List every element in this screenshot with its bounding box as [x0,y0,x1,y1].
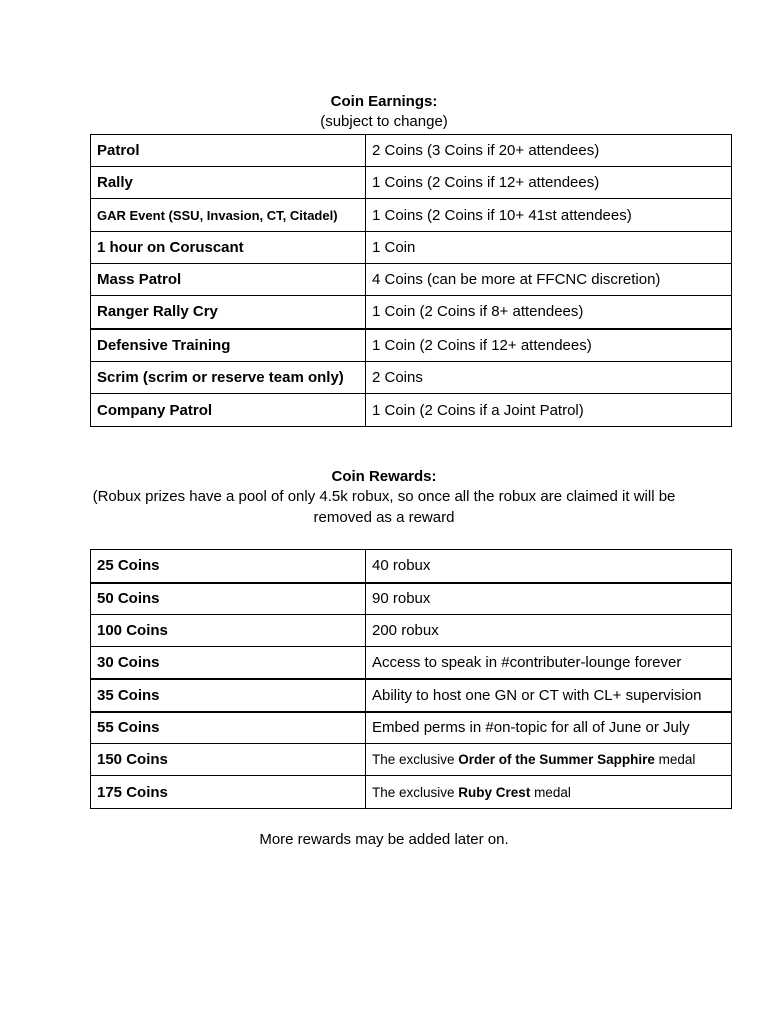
rewards-table [90,549,732,809]
prize-cell: Access to speak in #contributer-lounge forever [366,647,732,679]
reward-cell: 1 Coins (2 Coins if 12+ attendees) [366,167,732,199]
table-row [91,744,732,776]
prize-cell: 200 robux [366,615,732,647]
reward-cell: 2 Coins (3 Coins if 20+ attendees) [366,135,732,167]
reward-cell: 2 Coins [366,362,732,394]
prize-cell [366,776,732,809]
activity-cell: Rally [91,167,366,199]
earnings-title [0,92,768,112]
prize-cell: 90 robux [366,583,732,615]
activity-cell: 1 hour on Coruscant [91,232,366,264]
table-row [91,394,732,427]
cost-cell: 50 Coins [91,583,366,615]
table-row [91,362,732,394]
table-row [91,135,732,167]
table-row [91,776,732,809]
activity-cell: Defensive Training [91,329,366,362]
table-row [91,583,732,615]
prize-cell: Embed perms in #on-topic for all of June or July [366,712,732,744]
table-row [91,199,732,232]
prize-cell: Ability to host one GN or CT with CL+ supervision [366,679,732,712]
reward-cell: 1 Coin (2 Coins if 8+ attendees) [366,296,732,329]
activity-cell: Company Patrol [91,394,366,427]
cost-cell: 150 Coins [91,744,366,776]
cost-cell: 100 Coins [91,615,366,647]
cost-cell: 30 Coins [91,647,366,679]
table-row [91,679,732,712]
reward-cell: 1 Coin (2 Coins if a Joint Patrol) [366,394,732,427]
reward-cell: 1 Coin [366,232,732,264]
table-row [91,329,732,362]
table-row [91,647,732,679]
medal-name: Ruby Crest [458,784,531,800]
table-row [91,615,732,647]
cost-cell: 25 Coins [91,550,366,583]
prize-prefix: The exclusive [372,784,459,800]
footer-note: More rewards may be added later on. [259,831,509,848]
table-row [91,296,732,329]
reward-cell: 1 Coin (2 Coins if 12+ attendees) [366,329,732,362]
prize-suffix: medal [654,752,696,767]
table-row [91,550,732,583]
activity-cell: Mass Patrol [91,264,366,296]
activity-cell: GAR Event (SSU, Invasion, CT, Citadel) [91,199,366,232]
prize-cell [366,744,732,776]
table-row [91,264,732,296]
prize-suffix: medal [530,784,571,800]
prize-cell: 40 robux [366,550,732,583]
cost-cell: 55 Coins [91,712,366,744]
table-row [91,167,732,199]
cost-cell: 35 Coins [91,679,366,712]
activity-cell: Ranger Rally Cry [91,296,366,329]
rewards-note: (Robux prizes have a pool of only 4.5k robux, so once all the robux are claimed it will be removed as a reward [92,488,676,526]
prize-prefix: The exclusive [372,752,459,767]
activity-cell: Scrim (scrim or reserve team only) [91,362,366,394]
reward-cell: 4 Coins (can be more at FFCNC discretion) [366,264,732,296]
activity-cell: Patrol [91,135,366,167]
rewards-title [0,467,768,487]
cost-cell: 175 Coins [91,776,366,809]
earnings-table [90,134,732,427]
table-row [91,712,732,744]
reward-cell: 1 Coins (2 Coins if 10+ 41st attendees) [366,199,732,232]
earnings-title-text: Coin Earnings: [330,93,438,110]
medal-name: Order of the Summer Sapphire [458,752,655,767]
table-row [91,232,732,264]
rewards-title-text: Coin Rewards: [331,468,437,485]
earnings-subtitle: (subject to change) [320,113,448,130]
